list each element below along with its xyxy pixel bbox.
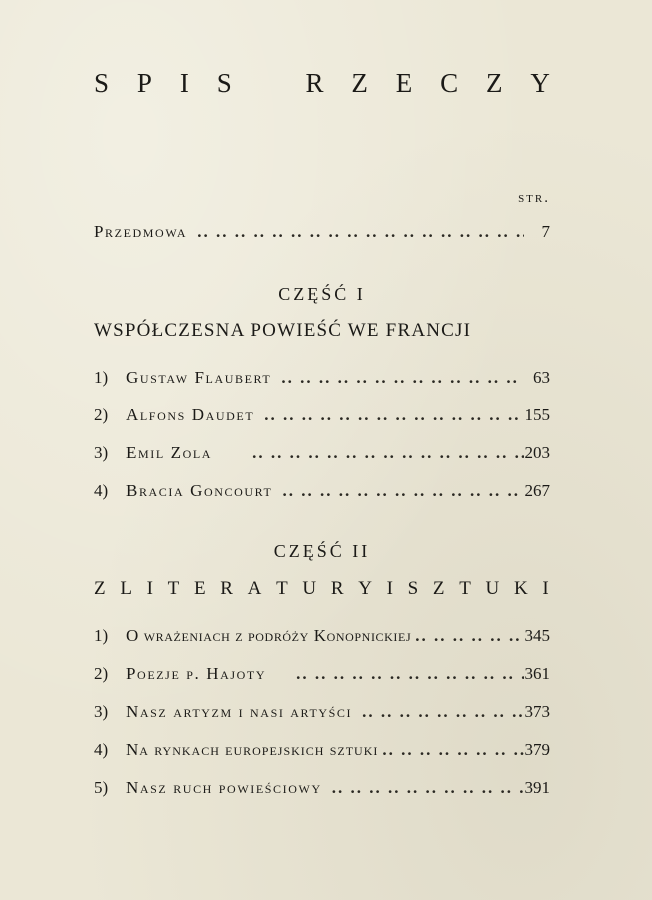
title-letter: P	[136, 68, 152, 98]
subtitle-letter: Z	[432, 578, 446, 599]
subtitle-letter: R	[220, 578, 235, 599]
leader-dots	[254, 405, 524, 425]
title-letter: Y	[530, 68, 550, 98]
toc-entry-label: Alfons Daudet	[126, 405, 255, 424]
toc-entry-label: O wrażeniach z podróży Konopnickiej	[126, 626, 412, 645]
subtitle-letter: U	[302, 578, 318, 599]
toc-entry-page: 203	[524, 443, 550, 462]
subtitle-letter: T	[167, 578, 181, 599]
toc-entry-label: Bracia Goncourt	[126, 481, 273, 500]
toc-entry-label: Nasz artyzm i nasi artyści	[126, 702, 353, 721]
part-1-heading: CZĘŚĆ I	[278, 284, 366, 304]
page-column-header: str.	[518, 190, 550, 206]
title-letter: I	[179, 68, 189, 98]
title-letter: S	[216, 68, 232, 98]
toc-entry-label: Na rynkach europejskich sztuki	[126, 740, 379, 759]
subtitle-letter: I	[146, 578, 155, 599]
subtitle-letter: Y	[358, 578, 374, 599]
title-word-gap	[260, 70, 278, 97]
toc-entry-number: 4)	[94, 740, 109, 759]
toc-entry[interactable]	[94, 368, 550, 388]
leader-dots	[271, 368, 524, 388]
leader-dots	[266, 664, 524, 684]
part-2-heading: CZĘŚĆ II	[273, 541, 371, 561]
leader-dots	[322, 778, 524, 798]
subtitle-letter: U	[485, 578, 501, 599]
title-letter: S	[94, 68, 110, 98]
toc-entry-number: 2)	[94, 405, 109, 424]
toc-entry-page: 155	[524, 405, 550, 424]
toc-entry-label: Nasz ruch powieściowy	[126, 778, 322, 797]
toc-entry-number: 3)	[94, 443, 109, 462]
title-letter: C	[440, 68, 459, 98]
toc-entry-preface[interactable]	[94, 222, 550, 242]
title-letter: E	[395, 68, 413, 98]
page-title	[94, 70, 550, 97]
leader-dots	[411, 626, 524, 646]
part-2-subtitle	[94, 578, 550, 600]
toc-entry-number: 4)	[94, 481, 109, 500]
part-1-subtitle: WSPÓŁCZESNA POWIEŚĆ WE FRANCJI	[94, 320, 472, 341]
toc-entry-page: 345	[524, 626, 550, 645]
title-letter: R	[305, 68, 324, 98]
subtitle-letter: L	[120, 578, 134, 599]
toc-entry[interactable]	[94, 664, 550, 684]
toc-entry-number: 1)	[94, 626, 109, 645]
leader-dots	[272, 481, 524, 501]
toc-entry[interactable]	[94, 626, 550, 646]
toc-entry[interactable]	[94, 481, 550, 501]
toc-entry-page: 391	[524, 778, 550, 797]
subtitle-letter: R	[330, 578, 345, 599]
subtitle-letter: K	[513, 578, 529, 599]
leader-dots	[378, 740, 524, 760]
toc-entry-label: Emil Zola	[126, 443, 213, 462]
toc-entry-label: Przedmowa	[94, 222, 188, 241]
toc-entry-number: 5)	[94, 778, 109, 797]
toc-entry[interactable]	[94, 778, 550, 798]
subtitle-letter: Z	[94, 578, 107, 599]
toc-entry-page: 361	[524, 664, 550, 683]
toc-entry[interactable]	[94, 740, 550, 760]
subtitle-letter: I	[542, 578, 550, 599]
title-letter: Z	[351, 68, 368, 98]
leader-dots	[187, 222, 524, 242]
subtitle-letter: S	[407, 578, 420, 599]
title-letter: Z	[486, 68, 503, 98]
toc-entry-number: 2)	[94, 664, 109, 683]
toc-entry-page: 267	[524, 481, 550, 500]
toc-entry[interactable]	[94, 443, 550, 463]
subtitle-letter: I	[386, 578, 395, 599]
toc-entry-page: 379	[524, 740, 550, 759]
toc-entry-page: 373	[524, 702, 550, 721]
toc-entry-label: Gustaw Flaubert	[126, 368, 272, 387]
leader-dots	[352, 702, 524, 722]
toc-entry[interactable]	[94, 405, 550, 425]
toc-entry-number: 1)	[94, 368, 109, 387]
subtitle-letter: T	[459, 578, 473, 599]
subtitle-letter: A	[247, 578, 263, 599]
toc-entry-page: 7	[541, 222, 550, 241]
leader-dots	[212, 443, 524, 463]
toc-entry-label: Poezje p. Hajoty	[126, 664, 267, 683]
toc-entry-number: 3)	[94, 702, 109, 721]
subtitle-letter: T	[276, 578, 289, 599]
toc-entry[interactable]	[94, 702, 550, 722]
subtitle-letter: E	[193, 578, 207, 599]
toc-entry-page: 63	[533, 368, 550, 387]
